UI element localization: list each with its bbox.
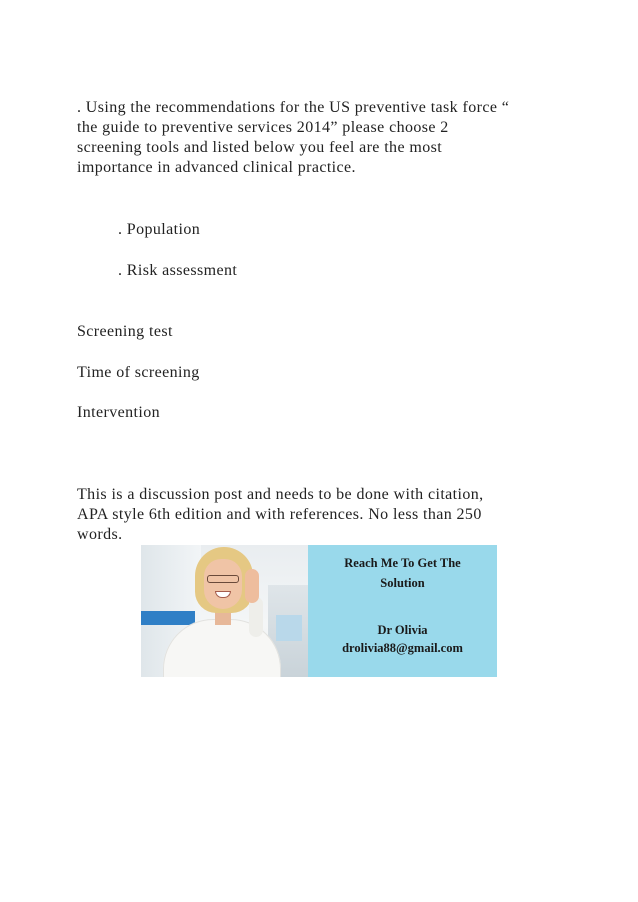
- banner-line-2: Solution: [380, 576, 425, 590]
- note-line: words.: [77, 526, 123, 543]
- item-time-of-screening: Time of screening: [77, 364, 200, 381]
- woman-photo: [141, 545, 308, 677]
- question-line: importance in advanced clinical practice.: [77, 159, 356, 176]
- glasses-icon: [207, 575, 239, 583]
- note-paragraph: [77, 485, 557, 545]
- contact-name: Dr Olivia: [377, 623, 428, 637]
- question-line: . Using the recommendations for the US preventive task force “: [77, 99, 510, 116]
- item-intervention: Intervention: [77, 404, 160, 421]
- contact-banner: [141, 545, 497, 677]
- contact-panel: [308, 545, 497, 677]
- contact-email: drolivia88@gmail.com: [342, 641, 463, 655]
- banner-line-1: Reach Me To Get The: [344, 556, 461, 570]
- note-line: APA style 6th edition and with references. No less than 250: [77, 506, 482, 523]
- item-screening-test: Screening test: [77, 323, 173, 340]
- bullet-risk-assessment: . Risk assessment: [118, 262, 238, 279]
- question-paragraph: [77, 98, 547, 178]
- bullet-population: . Population: [118, 221, 201, 238]
- question-line: the guide to preventive services 2014” please choose 2: [77, 119, 449, 136]
- note-line: This is a discussion post and needs to be done with citation,: [77, 486, 484, 503]
- question-line: screening tools and listed below you feel are the most: [77, 139, 443, 156]
